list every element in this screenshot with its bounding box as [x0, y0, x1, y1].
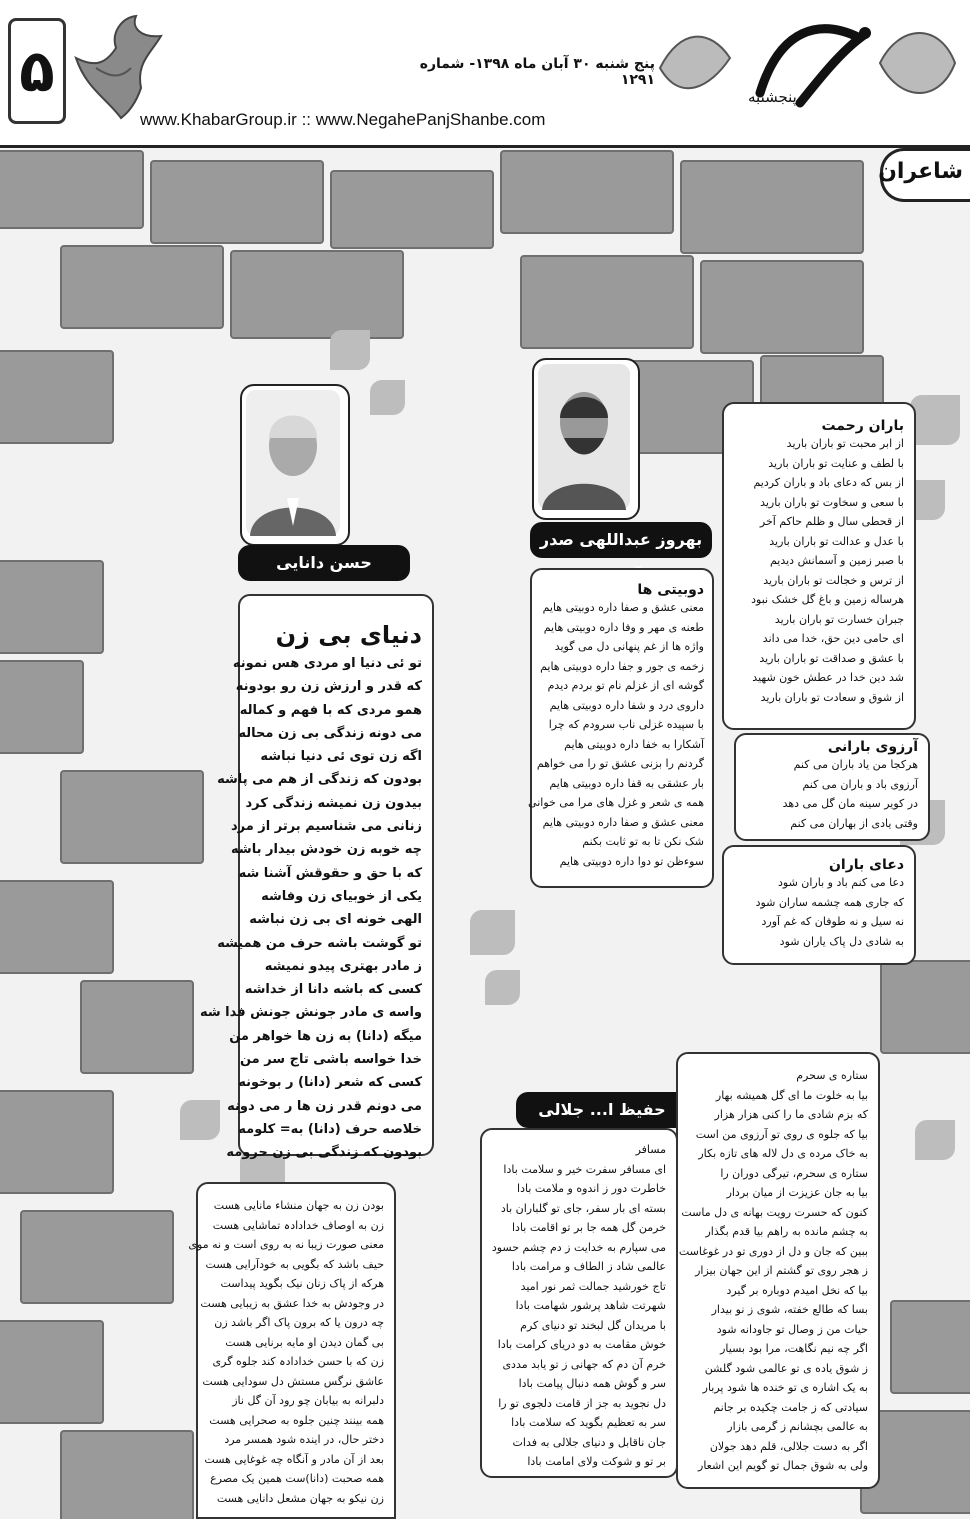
poem-line: ای مسافر سفرت خیر و سلامت بادا: [503, 1162, 666, 1176]
poem-line: نه سیل و نه طوفان که غم آورد: [761, 915, 904, 928]
poem-line: بیا به خلوت ما ای گل همیشه بهار: [715, 1088, 868, 1102]
poem-line: بیا به جان عزیزت از میان بردار: [726, 1186, 868, 1199]
poem-line: دختر حال، در اینده شود همسر مرد: [224, 1433, 384, 1446]
date-issue-line: پنج شنبه ۳۰ آبان ماه ۱۳۹۸- شماره ۱۲۹۱: [419, 56, 655, 88]
poem-line: بر تو و شوکت ولای امامت بادا: [527, 1455, 666, 1468]
section-title: شاعران: [878, 159, 963, 184]
poet-photo-behrooz: [532, 358, 640, 520]
poem-box-dobeyti: [530, 568, 714, 888]
poem-line: سیادتی که ز جامت چکیده بر جانم: [713, 1400, 868, 1414]
poem-line: به شادی دل پاک یاران شود: [779, 934, 904, 948]
poem-line: سوءظن تو دوا داره دوبیتی هایم: [559, 854, 704, 868]
poem-line: که با حق و حقوقش آشنا شه: [238, 865, 422, 881]
poem-line: خرم آن دم که جهانی ز تو یابد مددی: [502, 1357, 666, 1371]
poem-line: بی گمان دیدن او مایه برنایی هست: [225, 1335, 384, 1349]
poem-line: ای حامی دین حق، خدا می داند: [762, 632, 904, 645]
poem-line: معنی صورت زیبا نه به روی است و نه موی: [188, 1238, 384, 1251]
section-tab: [880, 148, 970, 202]
poem-line: شهرتت شاهد پرشور شهامت بادا: [515, 1299, 666, 1312]
poem-line: با صبر زمین و آسمانش دیدیم: [769, 554, 904, 567]
poem-line: چه درون یا که برون پاک اگر باشد زن: [214, 1316, 384, 1329]
poem-title: دنیای بی زن: [275, 621, 422, 649]
poem-line: چه خوبه زن خودش بیدار باشه: [231, 842, 422, 858]
poem-line: واسه ی مادر جونش جونش فدا شه: [199, 1005, 422, 1021]
poem-line: زن به اوصاف خدادادہ تماشایی هست: [212, 1218, 384, 1232]
poem-box-doa: [722, 845, 916, 965]
poem-line: کنون که حسرت رویت بهانه ی دل ماست: [681, 1205, 868, 1219]
poem-line: یکی از خوبیای زن وفاشه: [261, 888, 422, 904]
masthead-subtitle: پنجشنبه: [748, 88, 797, 106]
poem-line: با مریدان گل لبخند تو دنیای کرم: [520, 1318, 666, 1332]
poem-line: با سعی و سخاوت تو باران بارید: [760, 495, 904, 509]
poem-line: حیات من ز وصال تو جاودانه شود: [716, 1322, 868, 1336]
poem-line: معنی عشق و صفا داره دوبیتی هایم: [542, 815, 704, 829]
poem-line: می دونه زندگی بی زن محاله: [238, 725, 422, 741]
poem-line: بعد از آن مادر و آنگاه چه غوغایی هست: [204, 1452, 384, 1466]
poem-title: ستاره ی سحرم: [796, 1069, 868, 1082]
poem-line: با لطف و عنایت تو باران بارید: [768, 456, 904, 470]
poem-line: خدا خواسه باشی تاج سر من: [239, 1052, 422, 1068]
page-number: ۵: [8, 18, 66, 124]
poem-line: بیا که نخل امیدم دوباره بر گیرد: [726, 1283, 868, 1297]
poem-line: بار عشقی به قفا داره دوبیتی هایم: [549, 776, 704, 790]
poem-line: همه صحبت (دانا)ست همین یک مصرع: [210, 1472, 384, 1485]
poem-box-baran-rahmat: [722, 402, 916, 730]
poem-line: گوشه ای از غزلم نام تو بردم دیدم: [547, 679, 704, 692]
poem-line: شد دین خدا در عطش خون شهید: [752, 671, 904, 684]
poem-line: بسا که طالع خفته، شوی ز نو بیدار: [711, 1303, 868, 1316]
poem-line: شک نکن تا به تو ثابت بکنم: [582, 835, 704, 848]
poem-line: بسته ای بار سفر، جای تو گلباران باد: [500, 1201, 666, 1215]
poem-line: به یک اشاره ی تو خنده ها شود پربار: [702, 1381, 868, 1394]
poem-title: باران رحمت: [821, 418, 904, 434]
poem-box-setare: [676, 1052, 880, 1489]
poem-line: به خاک مرده ی دل لاله های تازه بکار: [698, 1147, 868, 1160]
poem-line: واژه ها از غم پنهانی دل می گوید: [554, 640, 704, 653]
poem-line: اگر به دست جلالی، قلم دهد جولان: [709, 1439, 868, 1453]
poem-line: زن که با حسن خدادادہ کند جلوه گری: [212, 1355, 384, 1368]
portrait-icon: [242, 386, 344, 540]
poem-line: جان ناقابل و دنیای جلالی به فدات: [512, 1435, 666, 1449]
poem-line: سر و گوش همه دنبال پیامت بادا: [518, 1377, 666, 1390]
poet-photo-hassan: [240, 384, 350, 546]
poem-line: به عالمی بچشانم ز گرمی بازار: [727, 1420, 868, 1433]
poem-line: به چشم مانده به راهم بیا قدم بگذار: [705, 1225, 868, 1238]
poem-line: دلبرانه به بیابان چو رود آن گل ناز: [232, 1394, 384, 1407]
poem-line: خرمن گل همه جا بر تو اقامت بادا: [512, 1221, 666, 1234]
poem-line: زن نیکو به جهان مشعل دانایی هست: [216, 1491, 384, 1505]
website-links[interactable]: www.KhabarGroup.ir :: www.NegahePanjShanbe.com: [140, 110, 546, 129]
poem-title: مسافر: [635, 1143, 666, 1156]
poem-line: در کویر سینه مان گل می دهد: [782, 797, 918, 810]
poem-line: بیدون زن نمیشه زندگی کرد: [245, 795, 422, 811]
masthead-logo-icon: [650, 8, 960, 123]
poem-line: عالمی شاد ز الطاف و مرامت بادا: [511, 1260, 666, 1273]
poem-line: بودن زن به جهان منشاء مانایی هست: [213, 1199, 384, 1212]
poem-line: اگه زن توی ئی دنیا نباشه: [260, 749, 422, 765]
poem-line: که قدر و ارزش زن رو بودونه: [235, 679, 422, 695]
poem-line: با عشق و صداقت تو باران بارید: [759, 651, 904, 665]
poem-line: می دونم قدر زن ها ر می دونه: [227, 1098, 422, 1114]
poem-line: هرکه از پاک زنان نیک بگوید پیداست: [220, 1277, 384, 1290]
poem-line: همو مردی که با فهم و کماله: [239, 702, 422, 718]
poem-line: الهی خونه ای بی زن نباشه: [249, 912, 422, 928]
poem-line: هرکجا من یاد باران می کنم: [793, 758, 918, 771]
poem-line: خاطرت دور ز اندوه و ملامت بادا: [517, 1182, 666, 1195]
poem-title: دعای باران: [828, 857, 904, 873]
poem-line: گردنم را بزنی عشق تو را می خواهم: [536, 757, 704, 770]
poem-line: معنی عشق و صفا داره دوبیتی هایم: [542, 601, 704, 614]
poet-nameplate-hassan: حسن دانایی: [238, 545, 410, 581]
poem-line: عاشق نرگس مستش دل سودایی هست: [202, 1374, 384, 1388]
poem-line: از ترس و خجالت تو باران بارید: [763, 573, 904, 587]
poem-line: ببین که جان و دل از دوری تو در غوغاست: [678, 1244, 868, 1258]
poem-line: هرساله زمین و باغ گل خشک نبود: [751, 593, 904, 606]
poem-line: کسی که شعر (دانا) ر بوخونه: [238, 1075, 422, 1091]
poem-line: سر به تعظیم بگوید که سلامت بادا: [511, 1416, 666, 1429]
poem-line: میگه (دانا) به زن ها خواهر من: [229, 1028, 422, 1044]
poem-line: آشکارا به خفا داره دوبیتی هایم: [564, 737, 704, 751]
poem-line: همه ی شعر و غزل های مرا می خوانی: [528, 796, 704, 809]
poem-line: در وجودش به خدا عشق به زیبایی هست: [200, 1296, 384, 1310]
poem-line: ولی به شوق جمال تو گویم این اشعار: [698, 1459, 868, 1472]
poem-box-mosafer: [480, 1128, 678, 1478]
poem-line: خوش مقامت به دو دریای کرامت بادا: [497, 1338, 666, 1351]
portrait-icon: [534, 360, 634, 514]
poem-title: دوبیتی ها: [637, 582, 704, 598]
poem-line: تو گوشت باشه حرف من همیشه: [217, 935, 422, 951]
poem-title: آرزوی بارانی: [827, 739, 918, 755]
poem-box-zan: [188, 1182, 396, 1519]
poem-line: ز شوق یاده ی تو عالمی شود گلشن: [704, 1361, 868, 1375]
poem-line: کسی که باشه دانا از خداشه: [244, 982, 422, 998]
poem-line: همه بینند چنین جلوه به صحرایی هست: [209, 1413, 384, 1427]
poem-line: زخمه ی جور و جفا داره دوبیتی هایم: [540, 659, 704, 673]
poem-line: دل نجوید به جز از قامت دلجوی تو را: [498, 1396, 666, 1410]
page-header: [0, 0, 970, 148]
poem-line: طعنه ی مهر و وفا داره دوبیتی هایم: [543, 620, 704, 634]
poem-line: بودون که زندگی بی زن حرومه: [226, 1145, 422, 1161]
poem-line: بودون که زندگی از هم می پاشه: [217, 772, 422, 788]
poem-line: تو ئی دنیا او مردی هس نمونه: [232, 656, 422, 671]
poem-line: حیف باشد که بگویی به خودآرایی هست: [205, 1257, 384, 1271]
poem-box-donya: [199, 594, 434, 1161]
poet-nameplate-behrooz: بهروز عبداللهی صدر: [530, 522, 712, 558]
poem-line: بیا که جلوه ی روی تو آرزوی من است: [695, 1127, 868, 1141]
poem-line: که بزم شادی ما را کنی هزار هزار: [714, 1108, 868, 1121]
poem-line: ستاره ی سحرم، تیرگی دوران را: [720, 1166, 868, 1180]
poem-line: تاج خورشید جمالت ثمر نور امید: [520, 1279, 666, 1293]
poem-line: اگر چه نیم نگاهت، مرا بود بسیار: [720, 1342, 868, 1355]
poem-line: دعا می کنم باد و باران شود: [777, 876, 904, 889]
poem-line: می سپارم به خدایت ز دم چشم حسود: [491, 1240, 666, 1254]
poem-line: از ابر محبت تو باران بارید: [786, 437, 904, 450]
poem-line: که جاری همه چشمه ساران شود: [755, 895, 904, 909]
poet-nameplate-hafiz: حفیظ ا... جلالی: [516, 1092, 688, 1128]
poem-line: زنانی می شناسیم برتر از مرد: [230, 819, 422, 835]
poem-line: جبران خسارت تو باران بارید: [774, 612, 904, 626]
poem-line: با سپیده غزلی ناب سرودم که چرا: [548, 718, 704, 731]
poem-line: ز مادر بهتری پیدو نمیشه: [264, 958, 422, 974]
poem-line: داروی درد و شفا داره دوبیتی هایم: [549, 698, 704, 712]
poem-line: آرزوی باد و باران می کنم: [802, 777, 918, 791]
poem-line: از قحطی سال و ظلم حاکم آخر: [759, 515, 904, 528]
poem-line: با عدل و عدالت تو باران بارید: [769, 534, 904, 548]
poem-line: از شوق و سعادت تو باران بارید: [760, 690, 904, 704]
poem-line: وقتی یادی از بهاران می کنم: [790, 816, 918, 830]
poem-line: خلاصه حرف (دانا) به= کلومه: [238, 1121, 422, 1137]
poem-line: ز هجر روی تو گشتم از این جهان بیزار: [695, 1264, 868, 1277]
poem-line: از بس که دعای باد و باران کردیم: [753, 476, 904, 489]
poem-box-arezoo: [734, 733, 930, 841]
